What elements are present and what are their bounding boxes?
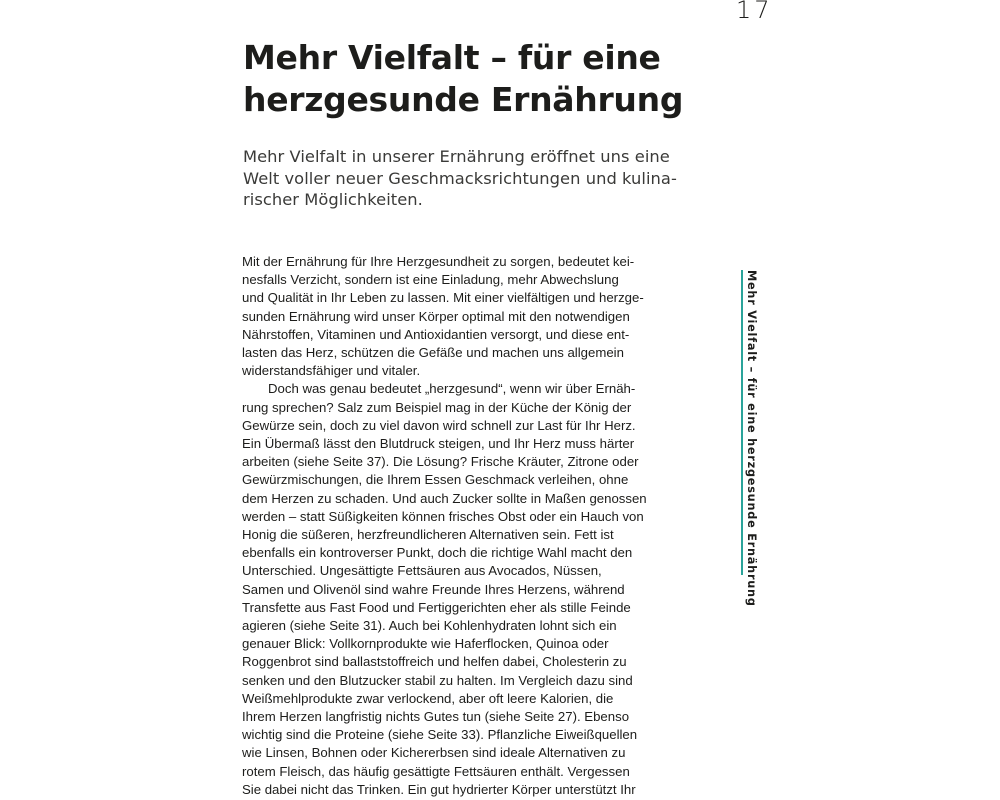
chapter-side-tab <box>745 270 759 607</box>
body-line: rotem Fleisch, das häufig gesättigte Fettsäuren enthält. Vergessen <box>242 763 630 779</box>
body-line: wie Linsen, Bohnen oder Kichererbsen sind ideale Alternativen zu <box>242 745 626 761</box>
body-line: Samen und Olivenöl sind wahre Freunde Ihres Herzens, während <box>242 581 625 597</box>
lead-line: Welt voller neuer Geschmacksrichtungen und kulina- <box>243 168 677 188</box>
body-line: senken und den Blutzucker stabil zu halten. Im Vergleich dazu sind <box>242 672 633 688</box>
body-line: und Qualität in Ihr Leben zu lassen. Mit einer vielfältigen und herzge- <box>242 290 644 306</box>
body-line: Ihrem Herzen langfristig nichts Gutes tun (siehe Seite 27). Ebenso <box>242 709 630 725</box>
body-line: dem Herzen zu schaden. Und auch Zucker sollte in Maßen genossen <box>242 490 647 506</box>
lead-paragraph <box>243 146 713 211</box>
body-line: Transfette aus Fast Food und Fertiggerichten eher als stille Feinde <box>242 599 631 615</box>
body-line: Unterschied. Ungesättigte Fettsäuren aus Avocados, Nüssen, <box>242 563 602 579</box>
lead-line: Mehr Vielfalt in unserer Ernährung eröffnet uns eine <box>243 147 670 166</box>
body-line: widerstandsfähiger und vitaler. <box>242 363 421 379</box>
body-line: arbeiten (siehe Seite 37). Die Lösung? Frische Kräuter, Zitrone oder <box>242 454 639 470</box>
body-line: wichtig sind die Proteine (siehe Seite 33). Pflanzliche Eiweißquellen <box>242 727 638 743</box>
body-line: Roggenbrot sind ballaststoffreich und helfen dabei, Cholesterin zu <box>242 654 627 670</box>
body-line: sunden Ernährung wird unser Körper optimal mit den notwendigen <box>242 308 630 324</box>
chapter-title <box>243 37 743 121</box>
body-line: nesfalls Verzicht, sondern ist eine Einladung, mehr Abwechslung <box>242 272 619 288</box>
body-line: Gewürzmischungen, die Ihrem Essen Geschmack verleihen, ohne <box>242 472 629 488</box>
lead-line: rischer Möglichkeiten. <box>243 190 423 209</box>
body-line: Sie dabei nicht das Trinken. Ein gut hydrierter Körper unterstützt Ihr <box>242 781 636 797</box>
body-text <box>242 253 702 799</box>
body-line: ebenfalls ein kontroverser Punkt, doch die richtige Wahl macht den <box>242 545 633 561</box>
body-line: agieren (siehe Seite 31). Auch bei Kohlenhydraten lohnt sich ein <box>242 618 617 634</box>
body-line: rung sprechen? Salz zum Beispiel mag in der Küche der König der <box>242 399 632 415</box>
page-number: 17 <box>736 0 773 24</box>
accent-bar <box>741 270 743 575</box>
body-line: Doch was genau bedeutet „herzgesund“, wenn wir über Ernäh- <box>268 381 636 397</box>
title-line: Mehr Vielfalt – für eine <box>243 38 661 77</box>
side-tab-label: Mehr Vielfalt – für eine herzgesunde Ernährung <box>745 270 758 607</box>
body-line: werden – statt Süßigkeiten können frisches Obst oder ein Hauch von <box>242 508 644 524</box>
body-line: Weißmehlprodukte zwar verlockend, aber oft leere Kalorien, die <box>242 690 614 706</box>
body-line: Nährstoffen, Vitaminen und Antioxidantien versorgt, und diese ent- <box>242 326 630 342</box>
title-line: herzgesunde Ernährung <box>243 80 684 119</box>
body-line: Ein Übermaß lässt den Blutdruck steigen, und Ihr Herz muss härter <box>242 436 635 452</box>
body-line: Mit der Ernährung für Ihre Herzgesundheit zu sorgen, bedeutet kei- <box>242 254 635 269</box>
body-line: lasten das Herz, schützen die Gefäße und machen uns allgemein <box>242 345 624 361</box>
body-line: Gewürze sein, doch zu viel davon wird schnell zur Last für Ihr Herz. <box>242 417 636 433</box>
body-line: Honig die süßeren, herzfreundlicheren Alternativen sein. Fett ist <box>242 527 614 543</box>
body-line: genauer Blick: Vollkornprodukte wie Haferflocken, Quinoa oder <box>242 636 609 652</box>
